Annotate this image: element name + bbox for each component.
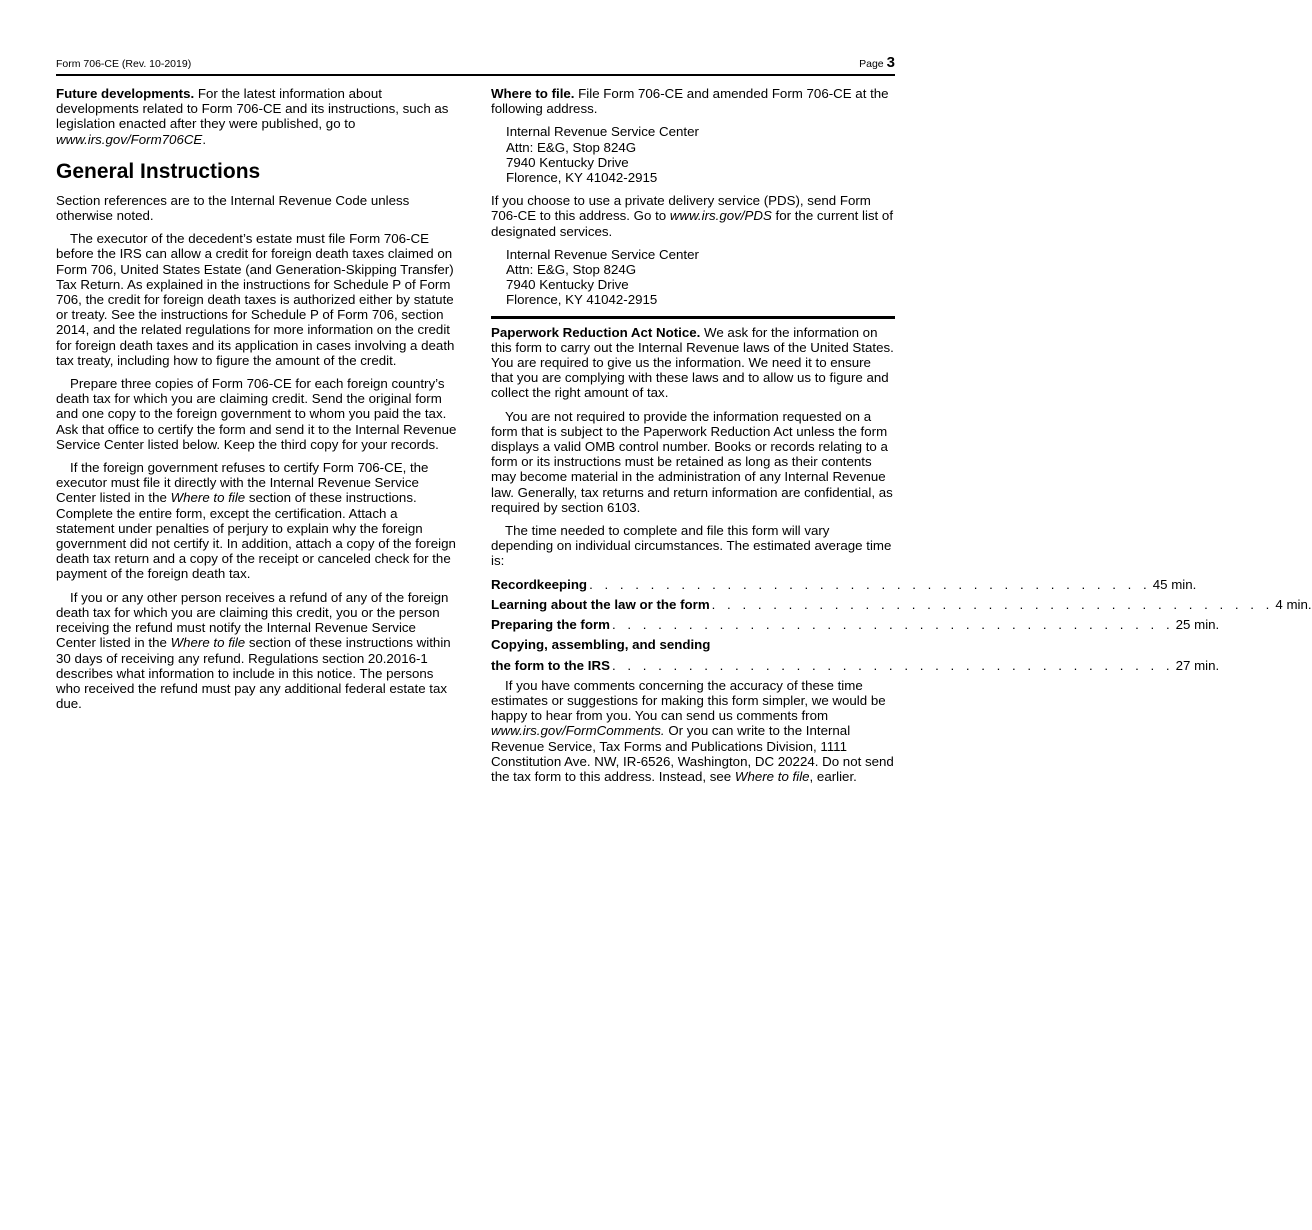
refund-paragraph: If you or any other person receives a refund of any of the foreign death tax for which you are claiming this credit, you or the person receiving the refund must notify the Internal Revenue Service Center listed in the Where to file section of these instructions within 30 days of receiving any refund. Regulations section 20.2016-1 describes what information to include in this notice. The persons who received the refund must pay any additional federal estate tax due. bbox=[56, 589, 451, 712]
time-row-copying-label: Copying, assembling, and sending bbox=[491, 637, 711, 653]
document-page bbox=[56, 54, 1312, 784]
right-column bbox=[491, 86, 1312, 792]
time-row-recordkeeping: Recordkeeping . . . . . . . . . . . . . . . . . . . . . . . . . . . . . . . . . . . . . 45 min. bbox=[491, 576, 1197, 592]
page-number: 3 bbox=[886, 54, 895, 71]
refuses-to-certify-paragraph: If the foreign government refuses to certify Form 706-CE, the executor must file it directly with the Internal Revenue Service Center listed in the Where to file section of these instructions. Complete the entire form, except the certification. Attach a statement under penalties of perjury to explain why the foreign government did not certify it. In addition, attach a copy of the foreign death tax return and a copy of the receipt or canceled check for the payment of the foreign death tax. bbox=[56, 460, 456, 582]
address-line: Attn: E&G, Stop 824G bbox=[506, 139, 637, 155]
section-divider bbox=[491, 316, 895, 319]
page-label: Page bbox=[859, 58, 884, 70]
paperwork-notice-paragraph: Paperwork Reduction Act Notice. We ask for the information on this form to carry out the Internal Revenue laws of the United States. You are required to give us the information. We need it to ensure that you are complying with these laws and to allow us to figure and collect the right amount of tax. bbox=[491, 324, 894, 401]
left-column bbox=[56, 86, 459, 719]
pds-address bbox=[506, 247, 895, 308]
time-estimate-intro: The time needed to complete and file this form will vary depending on individual circumstances. The estimated average time is: bbox=[491, 523, 892, 569]
address-line: 7940 Kentucky Drive bbox=[506, 277, 629, 293]
pds-link[interactable]: www.irs.gov/PDS bbox=[669, 208, 772, 224]
address-line: Florence, KY 41042-2915 bbox=[506, 292, 658, 308]
address-line: Internal Revenue Service Center bbox=[506, 124, 699, 140]
address-line: 7940 Kentucky Drive bbox=[506, 154, 629, 170]
address-line: Internal Revenue Service Center bbox=[506, 246, 699, 262]
time-row-preparing: Preparing the form . . . . . . . . . . . . . . . . . . . . . . . . . . . . . . . . . . . . . 25 min. bbox=[491, 617, 1220, 633]
executor-paragraph: The executor of the decedent’s estate must file Form 706-CE before the IRS can allow a credit for foreign death taxes claimed on Form 706, United States Estate (and Generation-Skipping Transfer) Tax Return. As explained in the instructions for Schedule P of Form 706, the credit for foreign death taxes is authorized either by statute or treaty. See the instructions for Schedule P of Form 706, section 2014, and the related regulations for more information on the credit for foreign death taxes and its application in cases involving a death tax treaty, including how to figure the amount of the credit. bbox=[56, 231, 455, 368]
pds-paragraph: If you choose to use a private delivery service (PDS), send Form 706-CE to this address. Go to www.irs.gov/PDS for the current list of designated services. bbox=[491, 193, 894, 239]
page-number-label bbox=[859, 54, 895, 71]
three-copies-paragraph: Prepare three copies of Form 706-CE for each foreign country’s death tax for which you are claiming credit. Send the original form and one copy to the foreign government to whom you paid the tax. Ask that office to certify the form and send it to the Internal Revenue Service Center listed below. Keep the third copy for your records. bbox=[56, 376, 457, 452]
comments-paragraph: If you have comments concerning the accuracy of these time estimates or suggestions for making this form simpler, we would be happy to hear from you. You can send us comments from www.irs.gov/FormComments. Or you can write to the Internal Revenue Service, Tax Forms and Publications Division, 1111 Constitution Ave. NW, IR-6526, Washington, DC 20224. Do not send the tax form to this address. Instead, see Where to file, earlier. bbox=[491, 677, 894, 784]
form-id: Form 706-CE (Rev. 10-2019) bbox=[56, 58, 192, 70]
form706ce-link[interactable]: www.irs.gov/Form706CE bbox=[56, 131, 203, 147]
general-instructions-heading: General Instructions bbox=[56, 159, 261, 183]
future-developments-paragraph: Future developments. For the latest information about developments related to Form 706-CE and its instructions, such as legislation enacted after they were published, go to www.irs.gov/Form706CE. bbox=[56, 86, 449, 147]
omb-paragraph: You are not required to provide the information requested on a form that is subject to the Paperwork Reduction Act unless the form displays a valid OMB control number. Books or records relating to a form or its instructions must be retained as long as their contents may become material in the administration of any Internal Revenue law. Generally, tax returns and return information are confidential, as required by section 6103. bbox=[491, 408, 893, 515]
section-references-paragraph: Section references are to the Internal Revenue Code unless otherwise noted. bbox=[56, 192, 410, 224]
paperwork-notice-heading: Paperwork Reduction Act Notice. bbox=[491, 324, 701, 340]
mailing-address bbox=[506, 124, 895, 185]
address-line: Florence, KY 41042-2915 bbox=[506, 170, 658, 186]
time-row-learning: Learning about the law or the form . . . . . . . . . . . . . . . . . . . . . . . . . . . . . . . . . . . . . 4 min. bbox=[491, 596, 1312, 612]
where-to-file-paragraph: Where to file. File Form 706-CE and amended Form 706-CE at the following address. bbox=[491, 86, 889, 117]
page-header bbox=[56, 54, 895, 74]
where-to-file-heading: Where to file. bbox=[491, 86, 575, 101]
header-rule bbox=[56, 74, 895, 76]
address-line: Attn: E&G, Stop 824G bbox=[506, 262, 637, 278]
future-developments-heading: Future developments. bbox=[56, 86, 195, 101]
time-row-copying: the form to the IRS . . . . . . . . . . . . . . . . . . . . . . . . . . . . . . . . . . . . . 27 min. bbox=[491, 657, 1220, 673]
form-comments-link[interactable]: www.irs.gov/FormComments. bbox=[491, 723, 665, 739]
